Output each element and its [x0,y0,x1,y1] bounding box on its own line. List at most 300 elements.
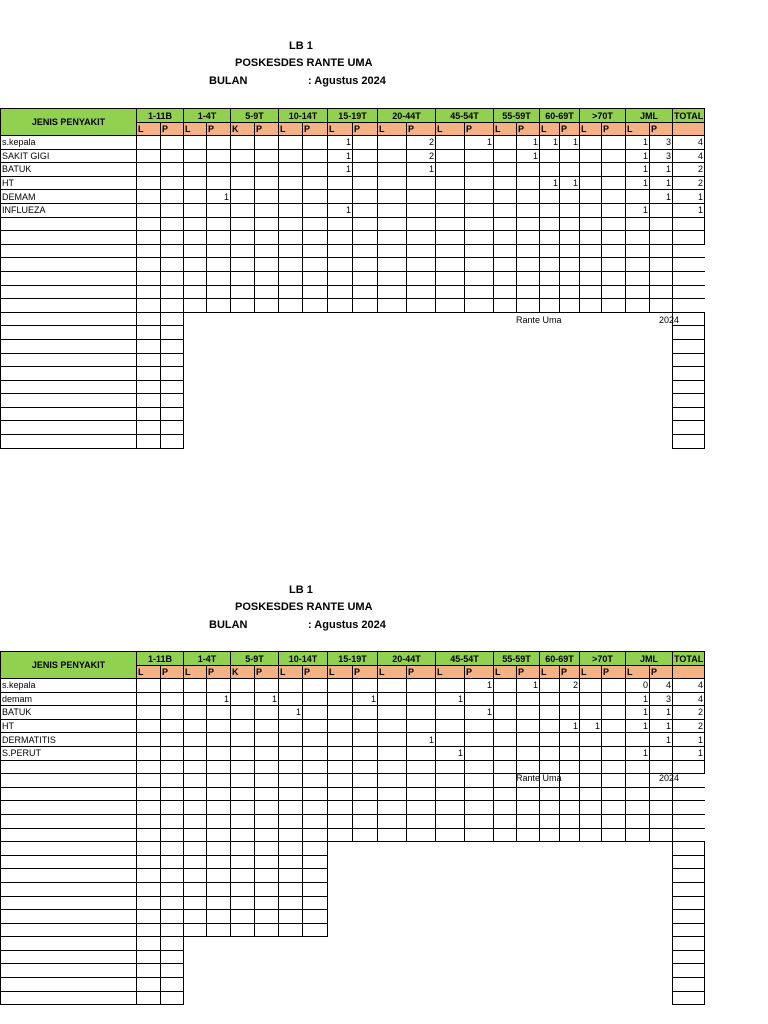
count-cell [494,149,517,163]
count-cell [580,231,602,245]
count-cell: 1 [328,136,353,150]
table-row [1,353,705,367]
count-cell [303,923,328,937]
count-cell [626,978,650,992]
count-cell [626,801,650,815]
count-cell [137,176,161,190]
count-cell [207,719,231,733]
count-cell [184,706,207,720]
count-cell [602,950,626,964]
sheet-2-title: LB 1 [289,584,313,596]
count-cell [560,217,580,231]
count-cell [465,285,494,299]
count-cell [540,923,560,937]
count-cell [602,828,626,842]
table-row [1,231,705,245]
count-cell [494,706,517,720]
count-cell [279,828,303,842]
count-cell [328,746,353,760]
disease-table [0,651,705,1005]
row-total-cell [673,950,705,964]
disease-name-cell: DERMATITIS [1,733,137,747]
count-cell [303,692,328,706]
count-cell [465,964,494,978]
count-cell [465,394,494,408]
count-cell [231,176,255,190]
count-cell [540,326,560,340]
count-cell [378,258,407,272]
count-cell [328,923,353,937]
count-cell [602,855,626,869]
count-cell [137,869,161,883]
count-cell [560,923,580,937]
count-cell [255,869,279,883]
count-cell [378,855,407,869]
count-cell [161,244,184,258]
count-cell [626,380,650,394]
count-cell [436,217,465,231]
count-cell [602,801,626,815]
count-cell [255,679,279,693]
count-cell [560,271,580,285]
count-cell [602,869,626,883]
count-cell [137,231,161,245]
count-cell [303,991,328,1005]
count-cell [580,991,602,1005]
count-cell [279,964,303,978]
count-cell [540,869,560,883]
count-cell [328,435,353,449]
count-cell [494,435,517,449]
count-cell [465,896,494,910]
count-cell [231,760,255,774]
disease-name-cell [1,855,137,869]
column-header-total: TOTAL [674,110,704,121]
count-cell [207,923,231,937]
count-cell [560,801,580,815]
sheet-2-footer-year: 2024 [659,773,680,783]
count-cell [517,869,540,883]
count-cell [580,814,602,828]
table-row [1,801,705,815]
count-cell [517,882,540,896]
count-cell [353,828,378,842]
count-cell [378,217,407,231]
count-cell [207,435,231,449]
count-cell [184,828,207,842]
count-cell [303,719,328,733]
count-cell [580,964,602,978]
count-cell [279,733,303,747]
count-cell [580,299,602,313]
count-cell [137,950,161,964]
count-cell [279,136,303,150]
count-cell [255,828,279,842]
count-cell [378,435,407,449]
count-cell [279,285,303,299]
count-cell [602,258,626,272]
count-cell [517,407,540,421]
count-cell [207,353,231,367]
count-cell [207,326,231,340]
table-row [1,394,705,408]
sheet-1-footer-place: Rante Uma [516,315,562,325]
count-cell [517,394,540,408]
count-cell [517,692,540,706]
count-cell: 0 [626,679,650,693]
count-cell [494,679,517,693]
disease-name-cell [1,828,137,842]
count-cell [494,326,517,340]
count-cell [255,176,279,190]
count-cell [378,312,407,326]
count-cell [353,991,378,1005]
table-row [1,149,705,163]
count-cell [279,855,303,869]
count-cell [517,896,540,910]
count-cell [303,937,328,951]
count-cell [580,435,602,449]
count-cell [407,814,436,828]
count-cell [328,407,353,421]
count-cell [494,203,517,217]
count-cell [407,978,436,992]
count-cell [328,882,353,896]
table-row [1,950,705,964]
count-cell [353,910,378,924]
count-cell [602,842,626,856]
count-cell [137,978,161,992]
count-cell [602,882,626,896]
disease-name-cell: HT [1,719,137,733]
count-cell [378,842,407,856]
count-cell [517,706,540,720]
count-cell [279,923,303,937]
count-cell [137,842,161,856]
count-cell [137,367,161,381]
count-cell [626,285,650,299]
count-cell [465,910,494,924]
count-cell [602,991,626,1005]
count-cell [650,407,673,421]
count-cell [650,937,673,951]
count-cell [602,163,626,177]
count-cell [580,978,602,992]
count-cell [184,339,207,353]
count-cell [378,801,407,815]
count-cell [207,231,231,245]
count-cell [517,937,540,951]
count-cell [255,326,279,340]
count-cell [436,339,465,353]
count-cell [494,285,517,299]
row-total-cell [673,855,705,869]
disease-name-cell [1,271,137,285]
count-cell [560,394,580,408]
count-cell [626,190,650,204]
count-cell [207,136,231,150]
row-total-cell [673,258,705,272]
disease-name-cell [1,285,137,299]
count-cell: 1 [328,149,353,163]
count-cell [255,882,279,896]
table-row [1,339,705,353]
count-cell [560,231,580,245]
subcolumn-header-sex: P [560,666,580,679]
count-cell [255,706,279,720]
count-cell [353,176,378,190]
table-row [1,190,705,204]
count-cell [650,394,673,408]
subcolumn-header-sex: L [540,123,560,136]
count-cell [602,923,626,937]
count-cell [378,285,407,299]
count-cell [231,339,255,353]
count-cell [378,244,407,258]
count-cell [353,706,378,720]
disease-name-cell [1,814,137,828]
count-cell [161,882,184,896]
count-cell: 1 [626,176,650,190]
row-total-cell [673,760,705,774]
row-total-cell [673,231,705,245]
count-cell [580,312,602,326]
count-cell [580,149,602,163]
count-cell [378,706,407,720]
disease-name-cell [1,842,137,856]
count-cell [184,937,207,951]
count-cell [602,692,626,706]
count-cell [560,882,580,896]
count-cell [602,271,626,285]
count-cell [231,394,255,408]
count-cell [378,787,407,801]
count-cell [626,312,650,326]
count-cell [626,964,650,978]
count-cell [407,760,436,774]
count-cell [303,774,328,788]
count-cell [303,231,328,245]
subcolumn-header-sex: P [560,123,580,136]
count-cell [184,978,207,992]
column-header-age-group: 10-14T [279,109,328,123]
count-cell: 1 [255,692,279,706]
count-cell [231,231,255,245]
count-cell [328,964,353,978]
count-cell [494,855,517,869]
subcolumn-header-sex: L [137,123,161,136]
count-cell [626,923,650,937]
count-cell [494,421,517,435]
count-cell [540,271,560,285]
count-cell [184,163,207,177]
count-cell [602,326,626,340]
count-cell [161,326,184,340]
count-cell [580,801,602,815]
subcolumn-header-sex: P [602,666,626,679]
disease-name-cell [1,217,137,231]
count-cell [279,421,303,435]
count-cell [494,733,517,747]
count-cell: 1 [517,679,540,693]
subcolumn-header-sex: P [517,666,540,679]
count-cell [626,774,650,788]
count-cell [161,950,184,964]
count-cell [436,679,465,693]
count-cell [378,163,407,177]
column-header-age-group: 20-44T [378,652,436,666]
count-cell: 1 [328,203,353,217]
count-cell [161,706,184,720]
count-cell [602,149,626,163]
disease-name-cell [1,964,137,978]
disease-name-cell: demam [1,692,137,706]
count-cell [184,285,207,299]
table-row [1,855,705,869]
count-cell [255,719,279,733]
count-cell: 1 [465,679,494,693]
count-cell [407,706,436,720]
row-total-cell: 2 [673,706,705,720]
count-cell [328,258,353,272]
count-cell [303,964,328,978]
count-cell [255,421,279,435]
count-cell [494,978,517,992]
count-cell [255,136,279,150]
count-cell [560,190,580,204]
count-cell [207,679,231,693]
count-cell [626,244,650,258]
count-cell [436,896,465,910]
count-cell [560,380,580,394]
count-cell [303,299,328,313]
count-cell [580,394,602,408]
subcolumn-header-sex: L [184,666,207,679]
count-cell [626,950,650,964]
count-cell [407,801,436,815]
row-total-cell: 4 [673,679,705,693]
disease-name-cell [1,910,137,924]
count-cell [137,271,161,285]
sheet-1-table-wrap [0,108,705,449]
count-cell [580,760,602,774]
count-cell [436,991,465,1005]
count-cell [407,299,436,313]
count-cell [494,176,517,190]
count-cell [540,801,560,815]
count-cell [255,258,279,272]
disease-name-cell [1,258,137,272]
count-cell [231,407,255,421]
count-cell [465,774,494,788]
count-cell [494,339,517,353]
count-cell [540,882,560,896]
count-cell [353,896,378,910]
count-cell [184,367,207,381]
subcolumn-header-total [673,666,705,679]
count-cell [436,842,465,856]
disease-name-cell [1,353,137,367]
count-cell [626,910,650,924]
count-cell [303,706,328,720]
count-cell [580,326,602,340]
count-cell [279,149,303,163]
count-cell [407,217,436,231]
count-cell [161,394,184,408]
count-cell [407,271,436,285]
count-cell [465,326,494,340]
count-cell [378,692,407,706]
table-row [1,203,705,217]
count-cell [353,407,378,421]
count-cell [353,869,378,883]
count-cell [378,271,407,285]
count-cell [560,285,580,299]
count-cell [184,855,207,869]
count-cell [207,746,231,760]
column-header-age-group: 45-54T [436,652,494,666]
count-cell [465,339,494,353]
count-cell [255,339,279,353]
count-cell [626,217,650,231]
count-cell [328,855,353,869]
count-cell [650,380,673,394]
subcolumn-header-sex: L [626,123,650,136]
count-cell [436,787,465,801]
count-cell [436,719,465,733]
table-row [1,869,705,883]
count-cell [279,312,303,326]
count-cell [494,136,517,150]
count-cell [540,719,560,733]
count-cell [231,217,255,231]
count-cell [279,271,303,285]
count-cell [137,380,161,394]
count-cell [231,719,255,733]
count-cell [650,760,673,774]
count-cell [602,353,626,367]
count-cell [465,842,494,856]
count-cell [465,217,494,231]
count-cell [436,814,465,828]
count-cell [465,149,494,163]
count-cell [255,163,279,177]
count-cell [436,149,465,163]
count-cell [378,950,407,964]
count-cell [231,964,255,978]
column-header-age-group: 5-9T [231,109,279,123]
count-cell [436,271,465,285]
count-cell [137,163,161,177]
count-cell [184,231,207,245]
count-cell [517,719,540,733]
table-row [1,733,705,747]
count-cell [407,380,436,394]
count-cell [303,149,328,163]
count-cell [650,285,673,299]
subcolumn-header-sex: L [494,666,517,679]
count-cell [184,394,207,408]
count-cell [517,299,540,313]
count-cell [353,353,378,367]
count-cell [231,299,255,313]
count-cell [580,176,602,190]
row-total-cell [673,299,705,313]
count-cell [494,814,517,828]
count-cell [161,978,184,992]
count-cell [602,937,626,951]
column-header-age-group: 1-11B [137,652,184,666]
